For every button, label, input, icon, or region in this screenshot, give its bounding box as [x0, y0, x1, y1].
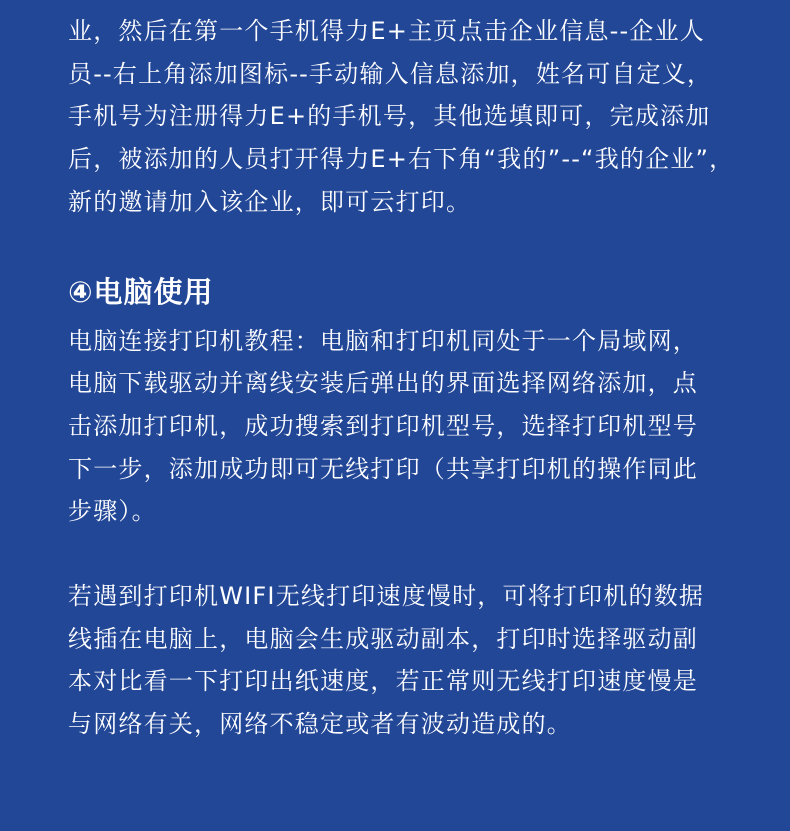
intro-line: 手机号为注册得力E+的手机号，其他选填即可，完成添加 [68, 102, 711, 131]
tips-line: 本对比看一下打印出纸速度，若正常则无线打印速度慢是 [68, 667, 698, 696]
tutorial-paragraph [68, 320, 722, 534]
tutorial-line: 步骤）。 [68, 497, 157, 526]
tutorial-line: 下一步，添加成功即可无线打印（共享打印机的操作同此 [68, 454, 698, 483]
tips-line: 若遇到打印机WIFI无线打印速度慢时，可将打印机的数据 [68, 582, 705, 611]
tutorial-line: 电脑下载驱动并离线安装后弹出的界面选择网络添加，点 [68, 369, 698, 398]
tips-paragraph [68, 575, 722, 746]
intro-line: 员--右上角添加图标--手动输入信息添加，姓名可自定义， [68, 59, 713, 88]
tips-line: 线插在电脑上，电脑会生成驱动副本，打印时选择驱动副 [68, 624, 698, 653]
intro-paragraph [68, 10, 735, 224]
tips-line: 与网络有关，网络不稳定或者有波动造成的。 [68, 710, 572, 739]
tutorial-line: 击添加打印机，成功搜索到打印机型号，选择打印机型号 [68, 411, 698, 440]
intro-line: 后，被添加的人员打开得力E+右下角“我的”--“我的企业”， [68, 145, 735, 174]
paragraph-spacer [68, 533, 722, 575]
intro-line: 新的邀请加入该企业，即可云打印。 [68, 187, 472, 216]
section-title: ④电脑使用 [68, 274, 214, 309]
intro-line: 业，然后在第一个手机得力E+主页点击企业信息--企业人 [68, 17, 705, 45]
tutorial-line: 电脑连接打印机教程：电脑和打印机同处于一个局域网， [68, 326, 698, 355]
